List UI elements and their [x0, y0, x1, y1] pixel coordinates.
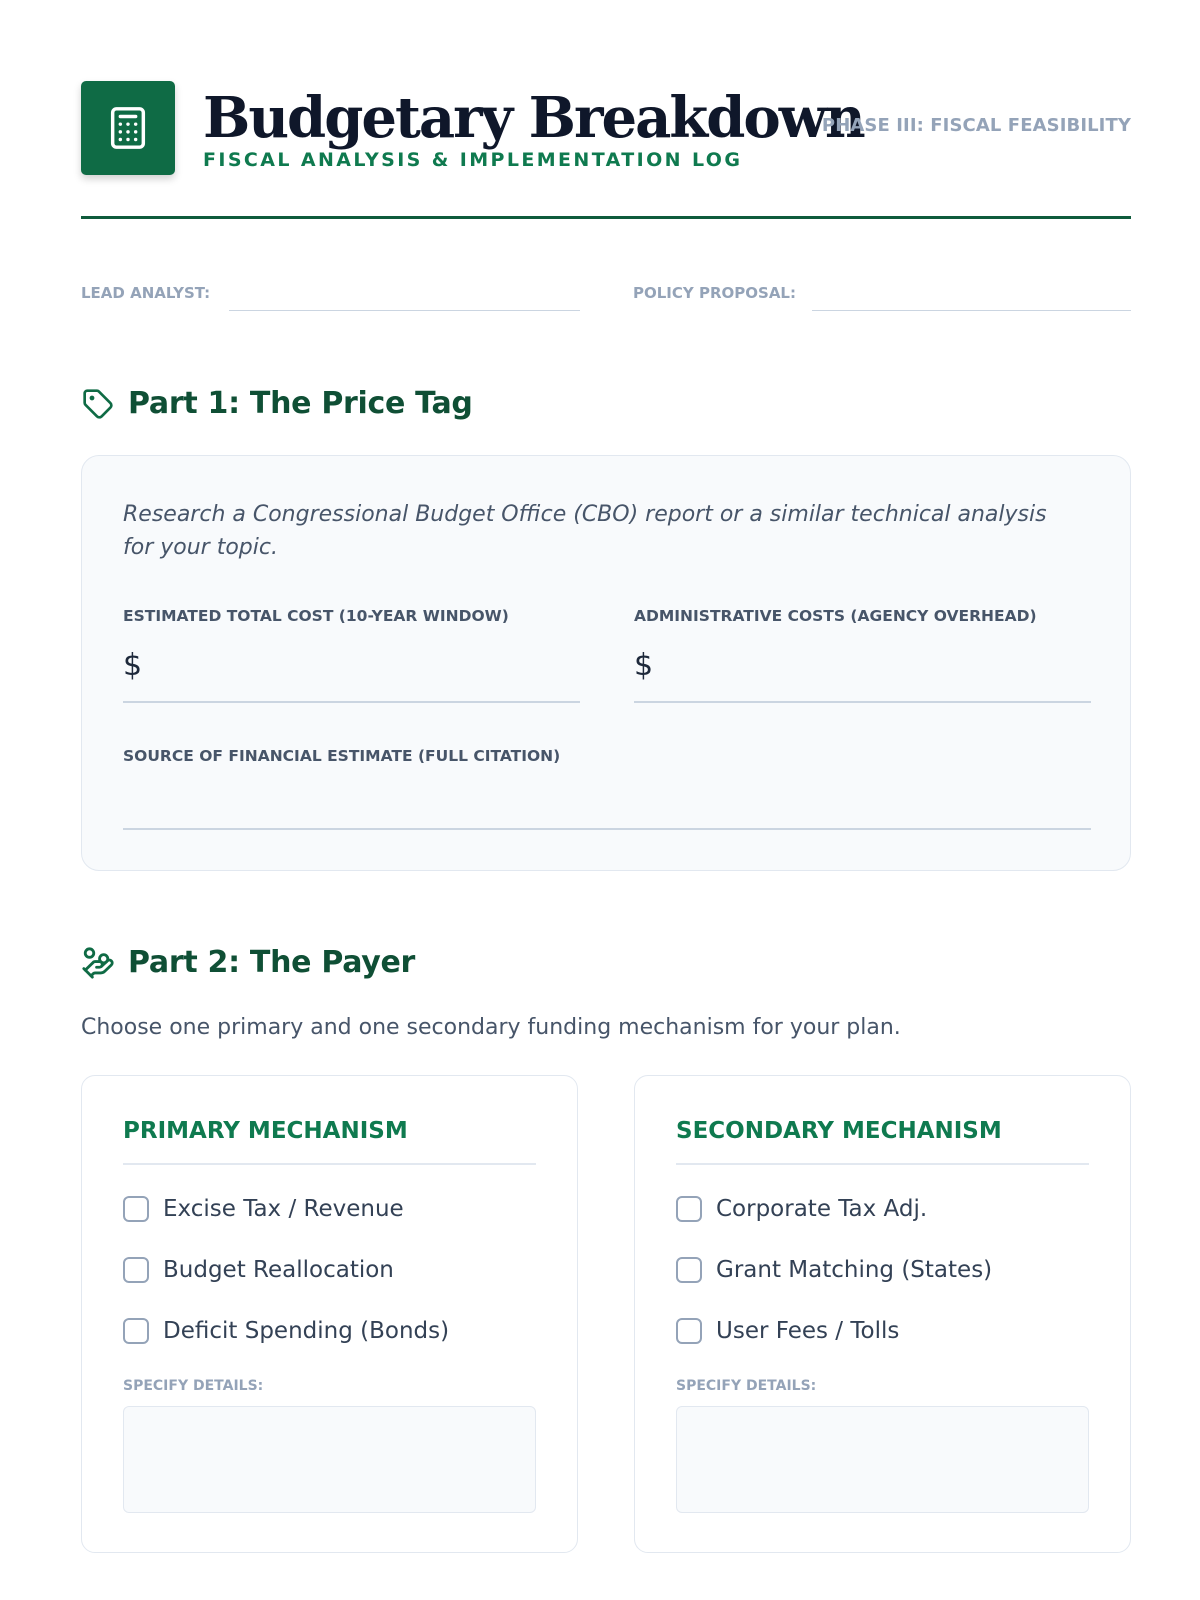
checkbox[interactable]: [123, 1196, 149, 1222]
part2-instructions: Choose one primary and one secondary funding mechanism for your plan.: [81, 1015, 901, 1040]
checkbox[interactable]: [676, 1257, 702, 1283]
checkbox[interactable]: [676, 1196, 702, 1222]
option-label: Corporate Tax Adj.: [716, 1196, 928, 1222]
header: [81, 81, 1131, 221]
option-label: Deficit Spending (Bonds): [163, 1318, 450, 1344]
total-cost-label: ESTIMATED TOTAL COST (10-YEAR WINDOW): [123, 607, 509, 625]
header-divider: [81, 216, 1131, 219]
part2-title: Part 2: The Payer: [128, 945, 416, 980]
divider: [123, 1163, 536, 1165]
admin-cost-label: ADMINISTRATIVE COSTS (AGENCY OVERHEAD): [634, 607, 1037, 625]
checkbox[interactable]: [676, 1318, 702, 1344]
policy-proposal-label: POLICY PROPOSAL:: [633, 284, 796, 302]
page-subtitle: FISCAL ANALYSIS & IMPLEMENTATION LOG: [203, 149, 743, 171]
source-label: SOURCE OF FINANCIAL ESTIMATE (FULL CITATION): [123, 747, 561, 765]
meta-row: [81, 282, 1131, 322]
primary-option-budget-reallocation[interactable]: [123, 1255, 394, 1285]
secondary-option-user-fees[interactable]: [676, 1316, 899, 1346]
checkbox[interactable]: [123, 1257, 149, 1283]
lead-analyst-field[interactable]: [229, 310, 580, 311]
admin-cost-currency: $: [634, 648, 654, 683]
primary-option-excise-tax[interactable]: [123, 1194, 404, 1224]
option-label: Grant Matching (States): [716, 1257, 993, 1283]
primary-mechanism-title: PRIMARY MECHANISM: [123, 1118, 408, 1144]
secondary-details-label: SPECIFY DETAILS:: [676, 1378, 817, 1394]
total-cost-currency: $: [123, 648, 143, 683]
primary-option-deficit-spending[interactable]: [123, 1316, 449, 1346]
price-tag-card: [81, 455, 1131, 871]
phase-label: PHASE III: FISCAL FEASIBILITY: [821, 115, 1131, 136]
divider: [676, 1163, 1089, 1165]
tag-icon: [81, 387, 115, 421]
secondary-mechanism-card: [634, 1075, 1131, 1553]
calculator-icon: [81, 81, 175, 175]
checkbox[interactable]: [123, 1318, 149, 1344]
hand-coins-icon: [81, 946, 115, 980]
primary-details-label: SPECIFY DETAILS:: [123, 1378, 264, 1394]
primary-details-input[interactable]: [123, 1406, 536, 1513]
source-field[interactable]: [123, 828, 1091, 830]
lead-analyst-label: LEAD ANALYST:: [81, 284, 211, 302]
secondary-mechanism-title: SECONDARY MECHANISM: [676, 1118, 1002, 1144]
total-cost-field[interactable]: [123, 701, 580, 703]
secondary-option-grant-matching[interactable]: [676, 1255, 992, 1285]
option-label: Budget Reallocation: [163, 1257, 394, 1283]
part1-instructions: Research a Congressional Budget Office (CBO) report or a similar technical analysis for your topic.: [123, 502, 1047, 560]
admin-cost-field[interactable]: [634, 701, 1091, 703]
option-label: User Fees / Tolls: [716, 1318, 900, 1344]
policy-proposal-field[interactable]: [812, 310, 1131, 311]
option-label: Excise Tax / Revenue: [163, 1196, 404, 1222]
part1-title: Part 1: The Price Tag: [128, 386, 473, 421]
primary-mechanism-card: [81, 1075, 578, 1553]
secondary-option-corporate-tax[interactable]: [676, 1194, 927, 1224]
part1-heading: [81, 386, 473, 421]
part2-heading: [81, 945, 415, 980]
secondary-details-input[interactable]: [676, 1406, 1089, 1513]
page-title: Budgetary Breakdown: [203, 85, 864, 151]
